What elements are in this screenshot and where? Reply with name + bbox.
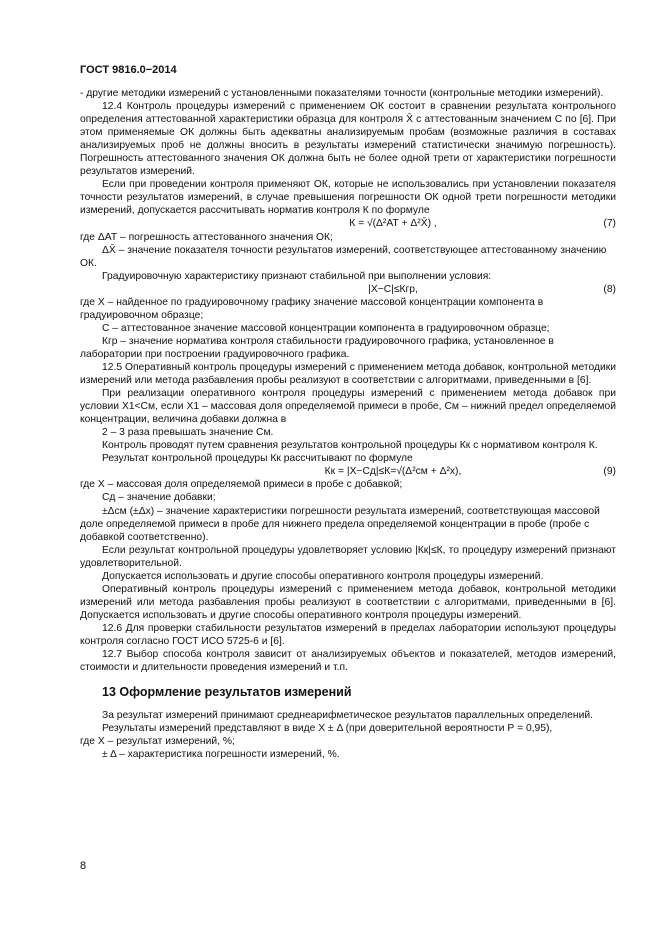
page-number: 8: [80, 860, 87, 872]
paragraph-12-7: 12.7 Выбор способа контроля зависит от анализируемых объектов и показателей, методов измерений, стоимости и длительности проведения измерений и т.п.: [80, 649, 616, 674]
paragraph: Градуировочную характеристику признают стабильной при выполнении условия:: [102, 270, 492, 282]
paragraph: При реализации оперативного контроля процедуры измерений с применением метода добавок при условии Х1<См, если Х1 – массовая доля определяемой примеси в пробе, См – нижний предел определяемой концентрации, величина добавки должна в: [80, 388, 616, 426]
definition: Сд – значение добавки;: [102, 492, 216, 504]
definition: С – аттестованное значение массовой концентрации компонента в градуировочном образце;: [102, 322, 550, 334]
paragraph-12-4: 12.4 Контроль процедуры измерений с применением ОК состоит в сравнении результата контрольного определения аттестованной характеристики образца для контроля X̄ с аттестованным значением С по [6]. При этом применяемые ОК должны быть адекватны анализируемым пробам (возможные различия в составах анализируемых проб не должны вносить в результаты измерений статистически значимую погрешность). Погрешность аттестованного значения ОК должна быть не более одной трети от характеристики погрешности результатов измерений.: [80, 101, 616, 178]
formula-number: (8): [603, 283, 616, 295]
document-body: [80, 87, 616, 761]
paragraph: 2 – 3 раза превышать значение См.: [102, 427, 274, 439]
definition: ± Δ – характеристика погрешности измерений, %.: [102, 749, 340, 761]
definition: ±Δсм (±Δх) – значение характеристики погрешности результата измерений, соответствующая массовой доле определяемой примеси в пробе для нижнего предела определяемой концентрации в пробе (пробе с добавкой соответственно).: [80, 505, 600, 543]
formula-8: [80, 283, 616, 296]
paragraph: Если результат контрольной процедуры удовлетворяет условию |Кк|≤К, то процедуру измерений признают удовлетворительной.: [80, 544, 616, 569]
formula-expression: |Х−С|≤Кгр,: [368, 283, 418, 295]
formula-number: (9): [603, 466, 616, 478]
paragraph: За результат измерений принимают среднеарифметическое результатов параллельных определений.: [102, 710, 593, 722]
paragraph: Результаты измерений представляют в виде X ± Δ (при доверительной вероятности Р = 0,95),: [102, 723, 553, 735]
section-title: 13 Оформление результатов измерений: [102, 685, 352, 700]
paragraph-12-5: 12.5 Оперативный контроль процедуры измерений с применением метода добавок, контрольной методики измерений или метода разбавления пробы реализуют в соответствии с алгоритмами, приведенными в [6].: [80, 361, 616, 387]
paragraph: Допускается использовать и другие способы оперативного контроля процедуры измерений.: [102, 570, 544, 582]
paragraph-12-6: 12.6 Для проверки стабильности результатов измерений в пределах лаборатории используют процедуры контроля согласно ГОСТ ИСО 5725-6 и [6].: [80, 622, 616, 647]
formula-expression: Кк = |Х−Сд|≤К=√(Δ²см + Δ²х),: [324, 466, 462, 478]
formula-number: (7): [603, 218, 616, 230]
formula-7: [80, 217, 616, 230]
definition: где X – результат измерений, %;: [80, 736, 235, 748]
paragraph: Контроль проводят путем сравнения результатов контрольной процедуры Кк с нормативом контроля К.: [102, 440, 598, 452]
definition: ΔX̄ – значение показателя точности результатов измерений, соответствующее аттестованному значению ОК.: [80, 244, 607, 269]
document-header: ГОСТ 9816.0−2014: [80, 64, 177, 76]
paragraph: Если при проведении контроля применяют ОК, которые не использовались при установлении показателя точности результатов измерений, в случае превышения погрешности ОК одной трети погрешности методики измерений, допускается рассчитывать норматив контроля К по формуле: [80, 179, 616, 217]
definition: Кгр – значение норматива контроля стабильности градуировочного графика, установленное в лаборатории при построении градуировочного графика.: [80, 335, 554, 360]
definition: где ΔАТ – погрешность аттестованного значения ОК;: [80, 231, 333, 243]
formula-9: [80, 465, 616, 478]
definition: где Х – найденное по градуировочному графику значение массовой концентрации компонента в градуировочном образце;: [80, 296, 544, 321]
definition: где Х – массовая доля определяемой примеси в пробе с добавкой;: [80, 479, 403, 491]
paragraph: Оперативный контроль процедуры измерений с применением метода добавок, контрольной методики измерений или метода разбавления пробы реализуют в соответствии с алгоритмами, приведенными в [6]. Допускается использовать и другие способы оперативного контроля процедуры измерений.: [80, 583, 616, 621]
paragraph: - другие методики измерений с установленными показателями точности (контрольные методики измерений).: [80, 88, 604, 99]
formula-expression: К = √(Δ²АТ + Δ²X̄) ,: [349, 218, 437, 230]
paragraph: Результат контрольной процедуры Кк рассчитывают по формуле: [102, 453, 413, 465]
